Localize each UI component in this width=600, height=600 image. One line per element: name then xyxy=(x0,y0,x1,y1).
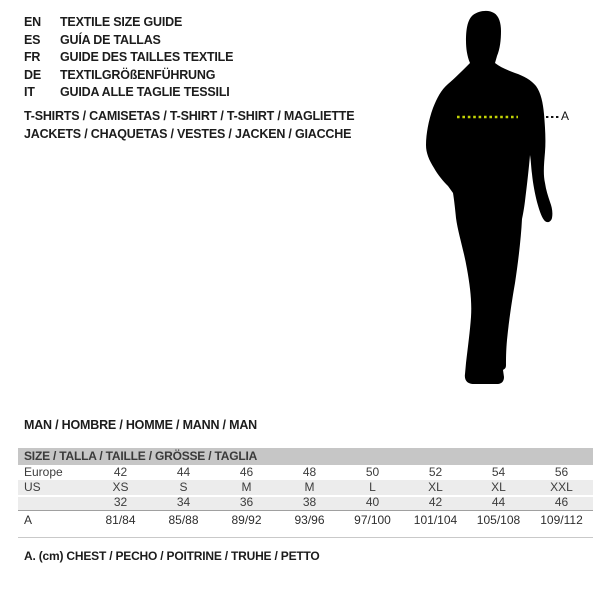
man-silhouette-svg xyxy=(410,5,580,390)
measurement-footnote: A. (cm) CHEST / PECHO / POITRINE / TRUHE / PETTO xyxy=(24,549,320,563)
size-table-row xyxy=(18,495,593,510)
size-table-row xyxy=(18,465,593,480)
size-cell: 109/112 xyxy=(540,513,583,527)
size-cell: 44 xyxy=(491,495,506,509)
category-list xyxy=(24,107,354,143)
size-cell: 42 xyxy=(428,495,443,509)
language-list xyxy=(24,14,233,102)
size-cell: M xyxy=(241,480,252,494)
language-row xyxy=(24,32,233,50)
language-row xyxy=(24,67,233,85)
size-table-row xyxy=(18,480,593,495)
language-code: IT xyxy=(24,85,35,99)
size-cell: 93/96 xyxy=(294,513,325,527)
size-cell: S xyxy=(179,480,188,494)
size-cell: 40 xyxy=(365,495,380,509)
man-silhouette-figure xyxy=(410,5,580,390)
category-tshirts: T-SHIRTS / CAMISETAS / T-SHIRT / T-SHIRT / MAGLIETTE xyxy=(24,109,355,123)
measure-label-a: A xyxy=(561,109,570,123)
size-cell: 48 xyxy=(302,465,317,479)
size-cell: M xyxy=(304,480,315,494)
size-row-label: Europe xyxy=(24,465,63,479)
size-cell: 36 xyxy=(239,495,254,509)
size-cell: 105/108 xyxy=(476,513,521,527)
man-silhouette-shape xyxy=(426,11,552,384)
size-table-header: SIZE / TALLA / TAILLE / GRÖSSE / TAGLIA xyxy=(18,448,593,465)
size-cell: XS xyxy=(112,480,129,494)
size-cell: 97/100 xyxy=(354,513,391,527)
language-row xyxy=(24,49,233,67)
size-cell: 46 xyxy=(239,465,254,479)
language-code: ES xyxy=(24,32,41,47)
size-cell: L xyxy=(369,480,376,494)
size-cell: 32 xyxy=(113,495,128,509)
language-row xyxy=(24,14,233,32)
size-cell: 34 xyxy=(176,495,191,509)
language-code: EN xyxy=(24,15,41,29)
category-jackets: JACKETS / CHAQUETAS / VESTES / JACKEN / GIACCHE xyxy=(24,127,352,141)
size-cell: 81/84 xyxy=(105,513,136,527)
size-cell: 46 xyxy=(554,495,569,509)
size-table-row xyxy=(18,510,593,531)
size-cell: 42 xyxy=(113,465,128,479)
size-cell: 101/104 xyxy=(413,513,458,527)
size-cell: 54 xyxy=(491,465,506,479)
size-row-label: US xyxy=(24,480,41,494)
language-code: FR xyxy=(24,50,41,64)
size-row-label xyxy=(18,495,89,510)
size-table xyxy=(18,448,593,538)
language-label: TEXTILE SIZE GUIDE xyxy=(60,15,183,29)
language-label: TEXTILGRÖßENFÜHRUNG xyxy=(60,67,216,82)
size-cell: XL xyxy=(491,480,506,494)
size-cell: 85/88 xyxy=(168,513,199,527)
size-cell: XXL xyxy=(550,480,573,494)
section-title-man: MAN / HOMBRE / HOMME / MANN / MAN xyxy=(24,418,257,432)
size-cell: 38 xyxy=(302,495,317,509)
language-label: GUÍA DE TALLAS xyxy=(60,32,161,47)
language-code: DE xyxy=(24,67,41,82)
size-cell: XL xyxy=(428,480,443,494)
size-cell: 89/92 xyxy=(231,513,262,527)
size-table-rows xyxy=(18,465,593,531)
table-bottom-rule xyxy=(18,537,593,538)
language-row xyxy=(24,84,233,102)
size-row-label: A xyxy=(24,513,33,527)
size-cell: 44 xyxy=(176,465,191,479)
size-cell: 50 xyxy=(365,465,380,479)
size-cell: 56 xyxy=(554,465,569,479)
language-label: GUIDA ALLE TAGLIE TESSILI xyxy=(60,85,230,99)
size-cell: 52 xyxy=(428,465,443,479)
language-label: GUIDE DES TAILLES TEXTILE xyxy=(60,50,234,64)
